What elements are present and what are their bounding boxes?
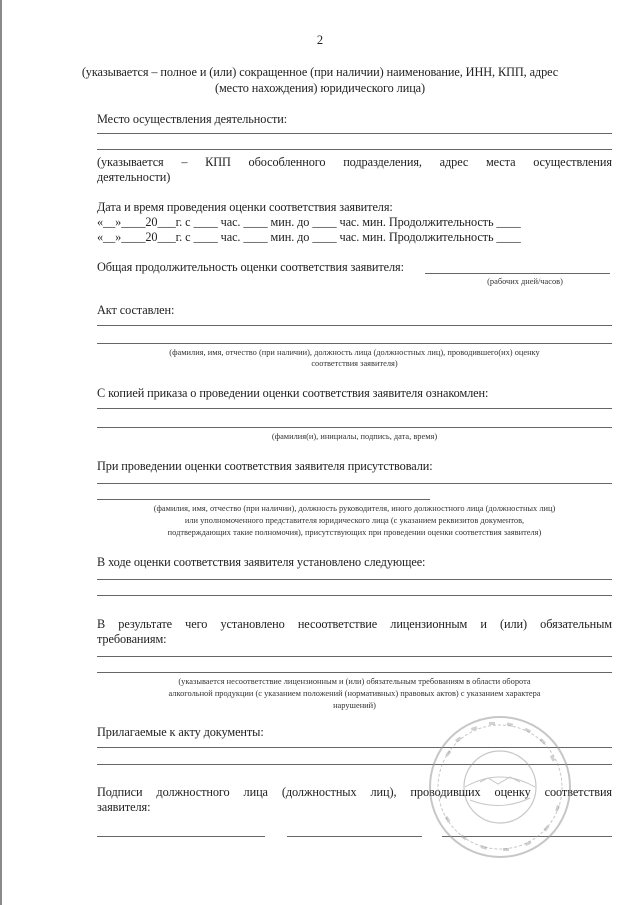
signature-line-2[interactable] [287,836,422,837]
order-field-line-2[interactable] [97,427,612,428]
order-label: С копией приказа о проведении оценки соответствия заявителя ознакомлен: [97,386,489,400]
result-label-line-2: требованиям: [97,632,167,646]
present-label: При проведении оценки соответствия заявителя присутствовали: [97,459,433,473]
place-note-line-1: (указывается – КПП обособленного подразделения, адрес места осуществления [97,155,612,169]
signature-line-1[interactable] [97,836,265,837]
act-label: Акт составлен: [97,303,175,317]
act-note-line-1: (фамилия, имя, отчество (при наличии), должность лица (должностных лиц), проводившего(их) оценку [169,348,540,357]
established-field-line-1[interactable] [97,579,612,580]
attached-label: Прилагаемые к акту документы: [97,725,264,739]
present-note-line-1: (фамилия, имя, отчество (при наличии), должность руководителя, иного должностного лица (должностных лиц) [153,504,556,513]
place-field-line-2[interactable] [97,149,612,150]
datetime-label: Дата и время проведения оценки соответствия заявителя: [97,200,393,214]
header-note-line-2: (место нахождения) юридического лица) [214,81,426,95]
official-stamp-icon [425,712,575,862]
present-note-line-3: подтверждающих такие полномочия), присутствующих при проведении оценки соответствия заявителя) [167,528,542,537]
order-note: (фамилия(и), инициалы, подпись, дата, время) [271,432,438,441]
result-note-line-2: алкогольной продукции (с указанием положений (нормативных) правовых актов) с указанием характера [168,689,541,698]
established-label: В ходе оценки соответствия заявителя установлено следующее: [97,555,426,569]
act-field-line-1[interactable] [97,325,612,326]
duration-note: (рабочих дней/часов) [487,277,563,286]
header-note-line-1: (указывается – полное и (или) сокращенное (при наличии) наименование, ИНН, КПП, адрес [81,65,559,79]
duration-label: Общая продолжительность оценки соответствия заявителя: [97,260,404,274]
present-field-line-2[interactable] [97,499,430,500]
page-left-border [0,0,2,905]
result-field-line-1[interactable] [97,656,612,657]
result-label-line-1: В результате чего установлено несоответствие лицензионным и (или) обязательным [97,617,612,631]
present-note-line-2: или уполномоченного представителя юридического лица (с указанием реквизитов документов, [184,516,525,525]
signatures-label-line-2: заявителя: [97,800,151,814]
datetime-row-2[interactable]: «__»____20___г. с ____ час. ____ мин. до ____ час. мин. Продолжительность ____ [97,230,521,244]
result-field-line-2[interactable] [97,672,612,673]
signatures-label-line-1: Подписи должностного лица (должностных лиц), проводивших оценку соответствия [97,785,612,799]
duration-field-line[interactable] [425,273,610,274]
result-note-line-3: нарушений) [333,701,376,710]
present-field-line-1[interactable] [97,483,612,484]
result-note-line-1: (указывается несоответствие лицензионным и (или) обязательным требованиям в области оборота [178,677,531,686]
act-field-line-2[interactable] [97,343,612,344]
established-field-line-2[interactable] [97,595,612,596]
datetime-row-1[interactable]: «__»____20___г. с ____ час. ____ мин. до ____ час. мин. Продолжительность ____ [97,215,521,229]
order-field-line-1[interactable] [97,408,612,409]
place-note-line-2: деятельности) [97,170,171,184]
act-note-line-2: соответствия заявителя) [311,359,398,368]
place-label: Место осуществления деятельности: [97,112,288,126]
page-number: 2 [316,33,324,47]
place-field-line-1[interactable] [97,133,612,134]
